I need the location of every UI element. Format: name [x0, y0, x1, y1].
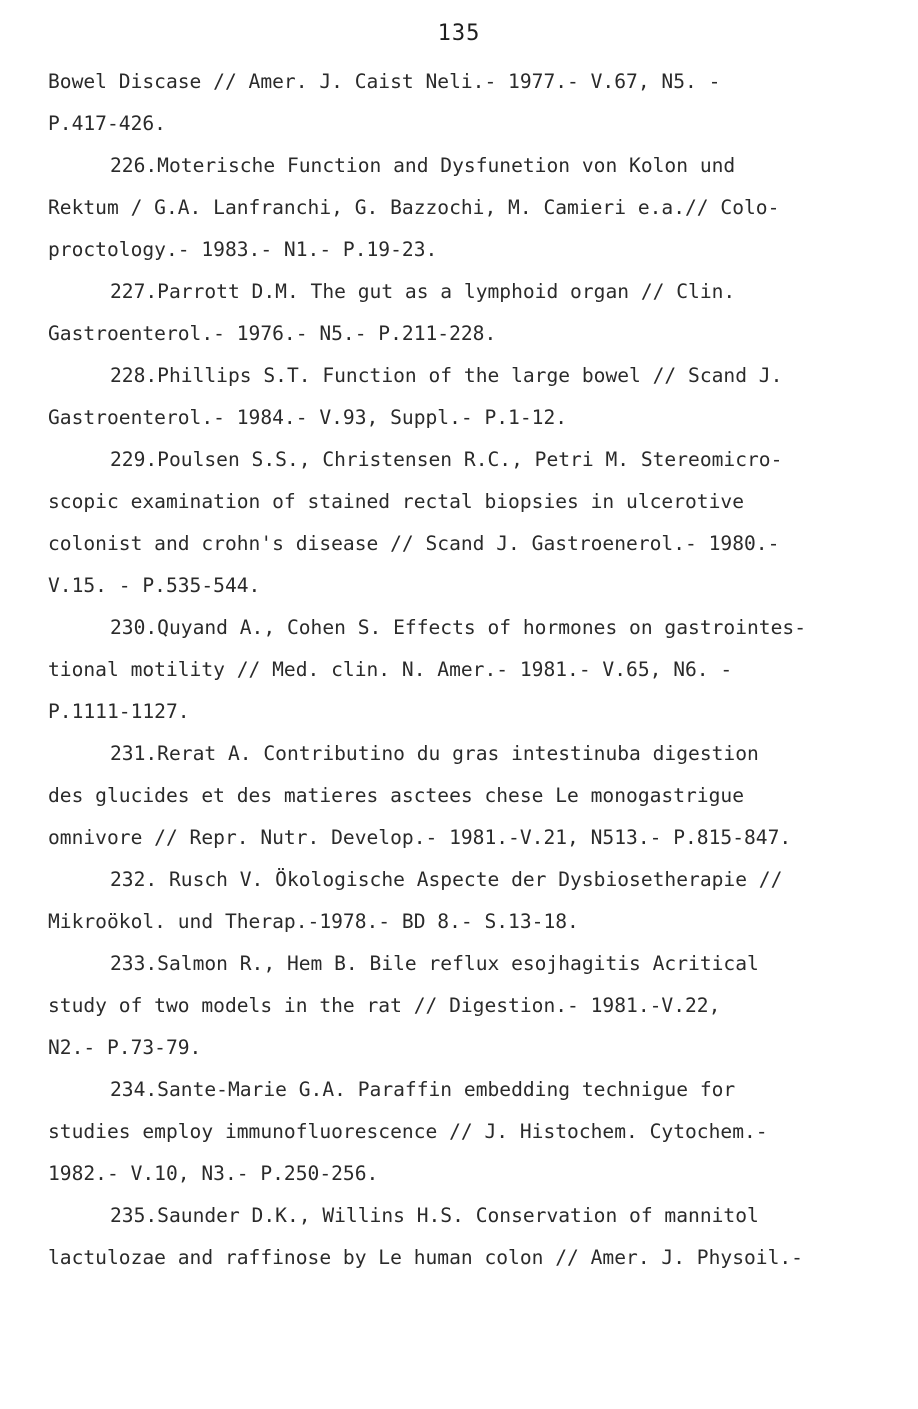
text-line: proctology.- 1983.- N1.- P.19-23. [48, 238, 438, 261]
text-line: Rektum / G.A. Lanfranchi, G. Bazzochi, M. Camieri e.a.// Colo- [48, 196, 780, 219]
text-line: studies employ immunofluorescence // J. Histochem. Cytochem.- [48, 1120, 768, 1143]
text-line: des glucides et des matieres asctees chese Le monogastrigue [48, 784, 744, 807]
text-line: Gastroenterol.- 1984.- V.93, Suppl.- P.1-12. [48, 406, 568, 429]
text-line: 1982.- V.10, N3.- P.250-256. [48, 1162, 379, 1185]
text-line: 228.Phillips S.T. Function of the large bowel // Scand J. [110, 364, 783, 387]
text-line: Bowel Discase // Amer. J. Caist Neli.- 1977.- V.67, N5. - [48, 70, 721, 93]
page-number: 135 [437, 21, 481, 46]
text-line: Gastroenterol.- 1976.- N5.- P.211-228. [48, 322, 497, 345]
text-line: lactulozae and raffinose by Le human colon // Amer. J. Physoil.- [48, 1246, 803, 1269]
text-line: 230.Quyand A., Cohen S. Effects of hormones on gastrointes- [110, 616, 806, 639]
text-line: scopic examination of stained rectal biopsies in ulcerotive [48, 490, 744, 513]
text-line: 235.Saunder D.K., Willins H.S. Conservation of mannitol [110, 1204, 759, 1227]
reference-list [48, 61, 878, 1279]
text-line: P.1111-1127. [48, 700, 190, 723]
text-line: Mikroökol. und Therap.-1978.- BD 8.- S.13-18. [48, 910, 579, 933]
text-line: 234.Sante-Marie G.A. Paraffin embedding technigue for [110, 1078, 736, 1101]
text-line: N2.- P.73-79. [48, 1036, 202, 1059]
text-line: 232. Rusch V. Ökologische Aspecte der Dysbiosetherapie // [110, 868, 783, 891]
text-line: 227.Parrott D.M. The gut as a lymphoid organ // Clin. [110, 280, 736, 303]
text-line: tional motility // Med. clin. N. Amer.- 1981.- V.65, N6. - [48, 658, 733, 681]
text-line: 226.Moterische Function and Dysfunetion von Kolon und [110, 154, 736, 177]
text-line: V.15. - P.535-544. [48, 574, 261, 597]
text-line: colonist and crohn's disease // Scand J. Gastroenerol.- 1980.- [48, 532, 780, 555]
text-line: P.417-426. [48, 112, 166, 135]
text-line: study of two models in the rat // Digestion.- 1981.-V.22, [48, 994, 721, 1017]
text-line: 229.Poulsen S.S., Christensen R.C., Petri M. Stereomicro- [110, 448, 783, 471]
text-line: 233.Salmon R., Hem B. Bile reflux esojhagitis Acritical [110, 952, 759, 975]
text-line: 231.Rerat A. Contributino du gras intestinuba digestion [110, 742, 759, 765]
text-line: omnivore // Repr. Nutr. Develop.- 1981.-V.21, N513.- P.815-847. [48, 826, 792, 849]
